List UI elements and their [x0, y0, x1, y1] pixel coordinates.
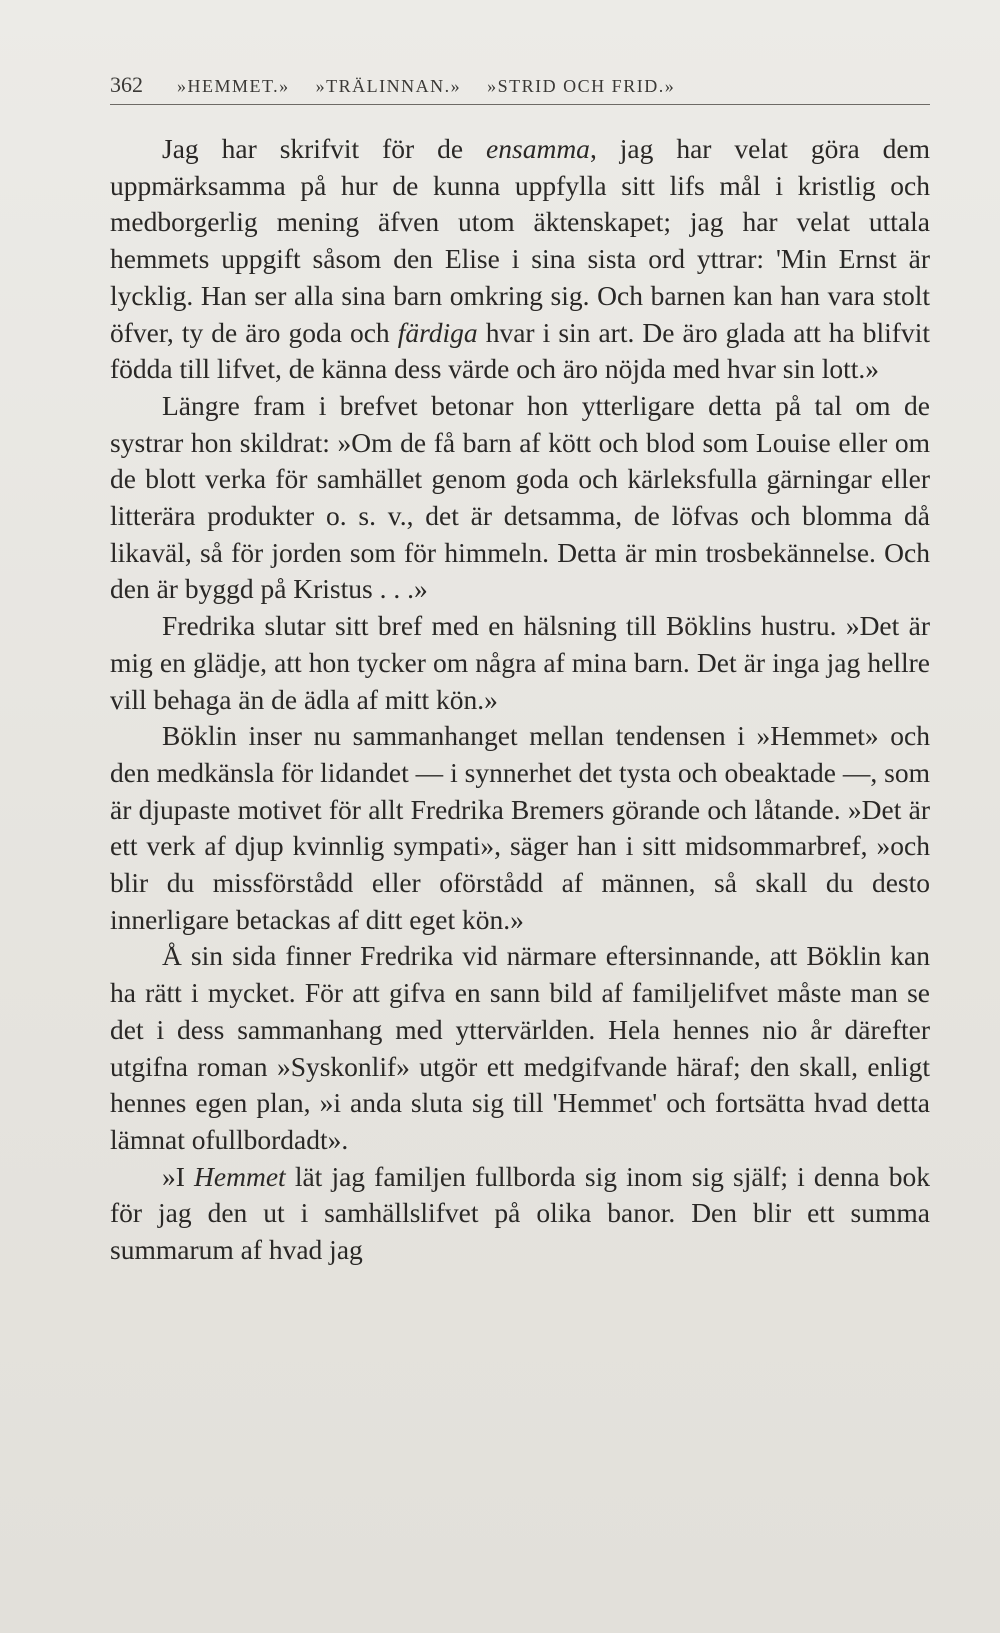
page-number: 362: [110, 72, 143, 97]
running-head: [110, 72, 930, 105]
running-head-part-3: »STRID OCH FRID.»: [487, 76, 676, 96]
paragraph-6-text-b: lät jag familjen fullborda sig inom sig själf; i denna bok för jag den ut i samhällslifvet på olika banor. Den blir ett summa summarum af hvad jag: [110, 1160, 930, 1266]
paragraph-4: Böklin inser nu sammanhanget mellan tendensen i »Hemmet» och den medkänsla för lidandet — i synnerhet det tysta och obeaktade —, som är djupaste motivet för allt Fredrika Bremers görande och låtande. »Det är ett verk af djup kvinnlig sympati», säger han i sitt midsommarbref, »och blir du missförstådd eller oförstådd af männen, så skall du desto innerligare betackas af ditt eget kön.»: [110, 720, 930, 935]
paragraph-1-text-a: Jag har skrifvit för de: [162, 133, 487, 164]
running-head-part-2: »TRÄLINNAN.»: [315, 76, 462, 96]
paragraph-1-italic-b: färdiga: [397, 316, 478, 348]
paragraph-6-text-a: »I: [162, 1160, 195, 1192]
body-text: [110, 131, 930, 1269]
paragraph-6: [110, 1159, 930, 1269]
paragraph-3: Fredrika slutar sitt bref med en hälsning till Böklins hustru. »Det är mig en glädje, att hon tycker om några af mina barn. Det är inga jag hellre vill behaga än de ädla af mitt kön.»: [110, 610, 930, 715]
paragraph-1: [110, 131, 930, 388]
paragraph-2: Längre fram i brefvet betonar hon ytterligare detta på tal om de systrar hon skildrat: »Om de få barn af kött och blod som Louise eller om de blott verka för samhället genom goda och kärleksfulla gärningar eller litterära produkter o. s. v., det är detsamma, de löfvas och blomma då likaväl, så för jorden som för himmeln. Detta är min trosbekännelse. Och den är byggd på Kristus . . .»: [110, 389, 930, 605]
paragraph-1-text-c: hvar i sin art. De äro glada att ha blifvit födda till lifvet, de känna dess värde och äro nöjda med hvar sin lott.»: [110, 316, 930, 385]
paragraph-5: Å sin sida finner Fredrika vid närmare eftersinnande, att Böklin kan ha rätt i mycket. För att gifva en sann bild af familjelifvet måste man se det i dess sammanhang med yttervärlden. Hela hennes nio år därefter utgifna roman »Syskonlif» utgör ett medgifvande häraf; den skall, enligt hennes egen plan, »i anda sluta sig till 'Hemmet' och fortsätta hvad detta lämnat ofullbordadt».: [110, 940, 930, 1155]
running-head-part-1: »HEMMET.»: [177, 76, 290, 96]
paragraph-6-italic-a: Hemmet: [194, 1160, 286, 1192]
paragraph-1-text-b: , jag har velat göra dem uppmärksamma på hur de kunna uppfylla sitt lifs mål i kristlig och medborgerlig mening äfven utom äktenskapet; jag har velat uttala hemmets uppgift såsom den Elise i sina sista ord yttrar: 'Min Ernst är lycklig. Han ser alla sina barn omkring sig. Och barnen kan han vara stolt öfver, ty de äro goda och: [110, 133, 930, 348]
paragraph-1-italic-a: ensamma: [486, 133, 590, 164]
